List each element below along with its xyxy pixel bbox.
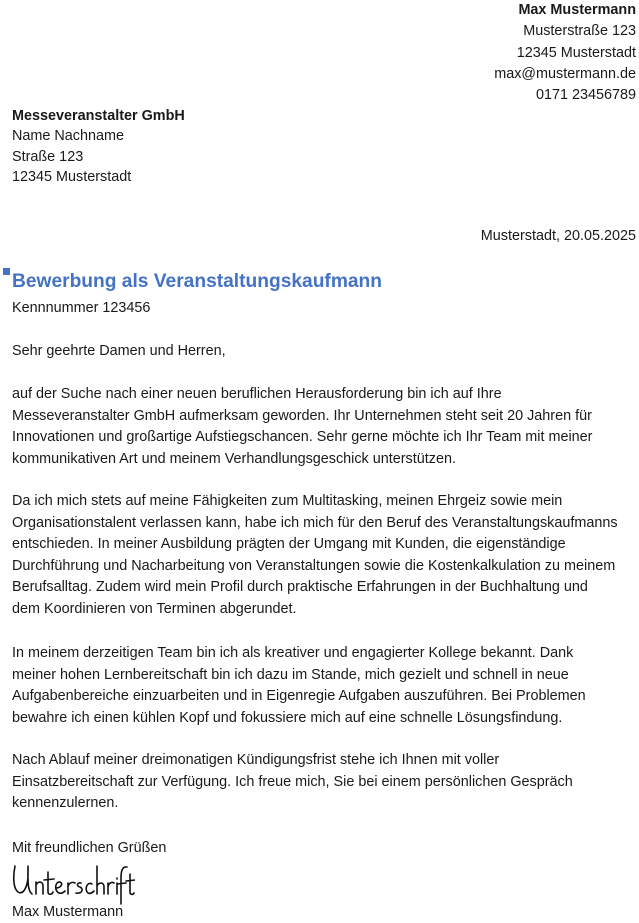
body-paragraph [12,384,637,470]
paragraph-line: Da ich mich stets auf meine Fähigkeiten zum Multitasking, meinen Ehrgeiz sowie mein [12,493,563,509]
sender-phone: 0171 23456789 [535,87,636,104]
subject-heading: Bewerbung als Veranstaltungskaufmann [12,271,382,292]
sender-address [494,0,636,106]
body-paragraph [12,491,637,621]
paragraph-line: meiner hohen Lernbereitschaft bin ich dazu im Stande, mich gezielt und schnell in neue [12,666,569,683]
closing-phrase: Mit freundlichen Grüßen [12,840,167,856]
paragraph-line: bewahre ich einen kühlen Kopf und fokussiere mich auf eine schnelle Lösungsfindung. [12,709,563,726]
paragraph-line: Innovationen und großartige Aufstiegschancen. Sehr gerne möchte ich Ihr Team mit meiner [12,429,593,446]
letter-date: Musterstadt, 20.05.2025 [480,228,636,244]
salutation: Sehr geehrte Damen und Herren, [12,343,226,359]
paragraph-line: Nach Ablauf meiner dreimonatigen Kündigungsfrist stehe ich Ihnen mit voller [12,752,500,768]
paragraph-line: Berufsalltag. Zudem wird mein Profil durch praktische Erfahrungen in der Buchhaltung und [12,579,588,596]
recipient-street: Straße 123 [12,148,84,165]
recipient-company: Messeveranstalter GmbH [12,108,185,124]
recipient-contact: Name Nachname [12,128,124,145]
sender-email: max@mustermann.de [494,65,636,82]
paragraph-line: Organisationstalent verlassen kann, habe ich mich für den Beruf des Veranstaltungskaufmanns [12,514,618,531]
paragraph-line: Messeveranstalter GmbH aufmerksam geworden. Ihr Unternehmen steht seit 20 Jahren für [12,407,592,424]
paragraph-line: auf der Suche nach einer neuen beruflichen Herausforderung bin ich auf Ihre [12,386,502,402]
heading-marker [3,268,10,275]
paragraph-line: entschieden. In meiner Ausbildung prägten der Umgang mit Kunden, die eigenständige [12,536,566,553]
sender-name: Max Mustermann [518,2,636,18]
body-paragraph [12,750,637,815]
paragraph-line: Aufgabenbereiche einzuarbeiten und in Eigenregie Aufgaben auszuführen. Bei Problemen [12,688,586,705]
paragraph-line: Durchführung und Nacharbeitung von Veranstaltungen sowie die Kostenkalkulation zu meinem [12,557,616,574]
recipient-city: 12345 Musterstadt [12,168,132,185]
paragraph-line: kennenzulernen. [12,795,119,812]
paragraph-line: Einsatzbereitschaft zur Verfügung. Ich freue mich, Sie bei einem persönlichen Gespräch [12,773,573,790]
paragraph-line: In meinem derzeitigen Team bin ich als kreativer und engagierter Kollege bekannt. Dank [12,645,574,661]
recipient-address [12,106,185,187]
handwritten-signature [10,858,135,906]
paragraph-line: kommunikativen Art und meinem Verhandlungsgeschick unterstützen. [12,450,456,467]
sender-street: Musterstraße 123 [523,23,636,40]
body-paragraph [12,643,637,729]
signed-name: Max Mustermann [12,904,124,920]
sender-city: 12345 Musterstadt [516,44,636,61]
paragraph-line: dem Koordinieren von Terminen abgerundet. [12,600,297,617]
reference-number: Kennnummer 123456 [12,300,151,316]
